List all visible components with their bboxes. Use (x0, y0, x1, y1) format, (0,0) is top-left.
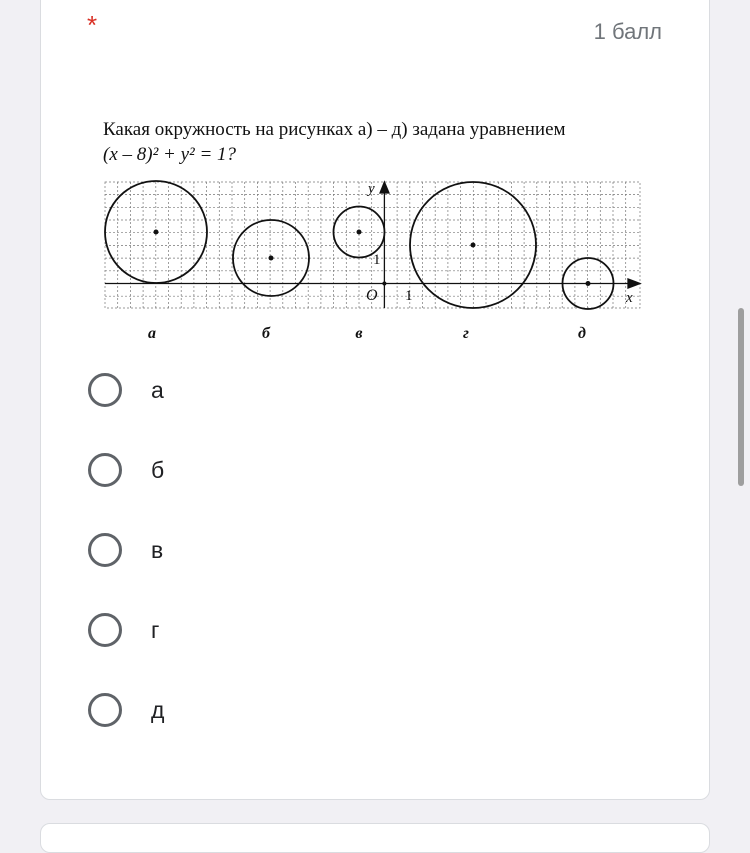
scrollbar-thumb[interactable] (738, 308, 744, 486)
option-g[interactable] (88, 610, 164, 650)
center-a (154, 230, 159, 235)
center-g (471, 243, 476, 248)
radio-button-b[interactable] (88, 453, 122, 487)
option-label-g: г (151, 616, 160, 643)
option-label-d: д (151, 696, 165, 723)
origin-label: O (366, 287, 378, 304)
origin-dot (382, 282, 386, 286)
caption-b: б (262, 325, 270, 342)
options-list (88, 370, 164, 770)
points-label: 1 балл (593, 19, 662, 44)
unit-y-label: 1 (373, 252, 381, 268)
required-marker: * (87, 10, 98, 40)
option-label-a: а (151, 376, 164, 403)
option-label-v: в (151, 536, 164, 563)
question-text (103, 117, 663, 167)
radio-button-d[interactable] (88, 693, 122, 727)
caption-d: д (578, 325, 586, 342)
radio-button-v[interactable] (88, 533, 122, 567)
caption-v: в (355, 325, 363, 342)
question-formula: (x – 8)² + y² = 1? (103, 144, 237, 165)
axis-y-label: y (368, 181, 375, 197)
option-d[interactable] (88, 690, 164, 730)
axis-x-label: x (626, 290, 633, 306)
next-question-card (40, 823, 710, 853)
radio-button-g[interactable] (88, 613, 122, 647)
option-v[interactable] (88, 530, 164, 570)
option-a[interactable] (88, 370, 164, 410)
center-d (586, 281, 591, 286)
center-b (269, 256, 274, 261)
caption-a: а (148, 325, 156, 342)
unit-x-label: 1 (405, 288, 413, 304)
question-line-1: Какая окружность на рисунках а) – д) задана уравнением (103, 119, 566, 140)
caption-g: г (463, 325, 469, 342)
radio-button-a[interactable] (88, 373, 122, 407)
option-label-b: б (151, 456, 165, 483)
center-v (357, 230, 362, 235)
option-b[interactable] (88, 450, 164, 490)
circles-figure (100, 176, 645, 346)
